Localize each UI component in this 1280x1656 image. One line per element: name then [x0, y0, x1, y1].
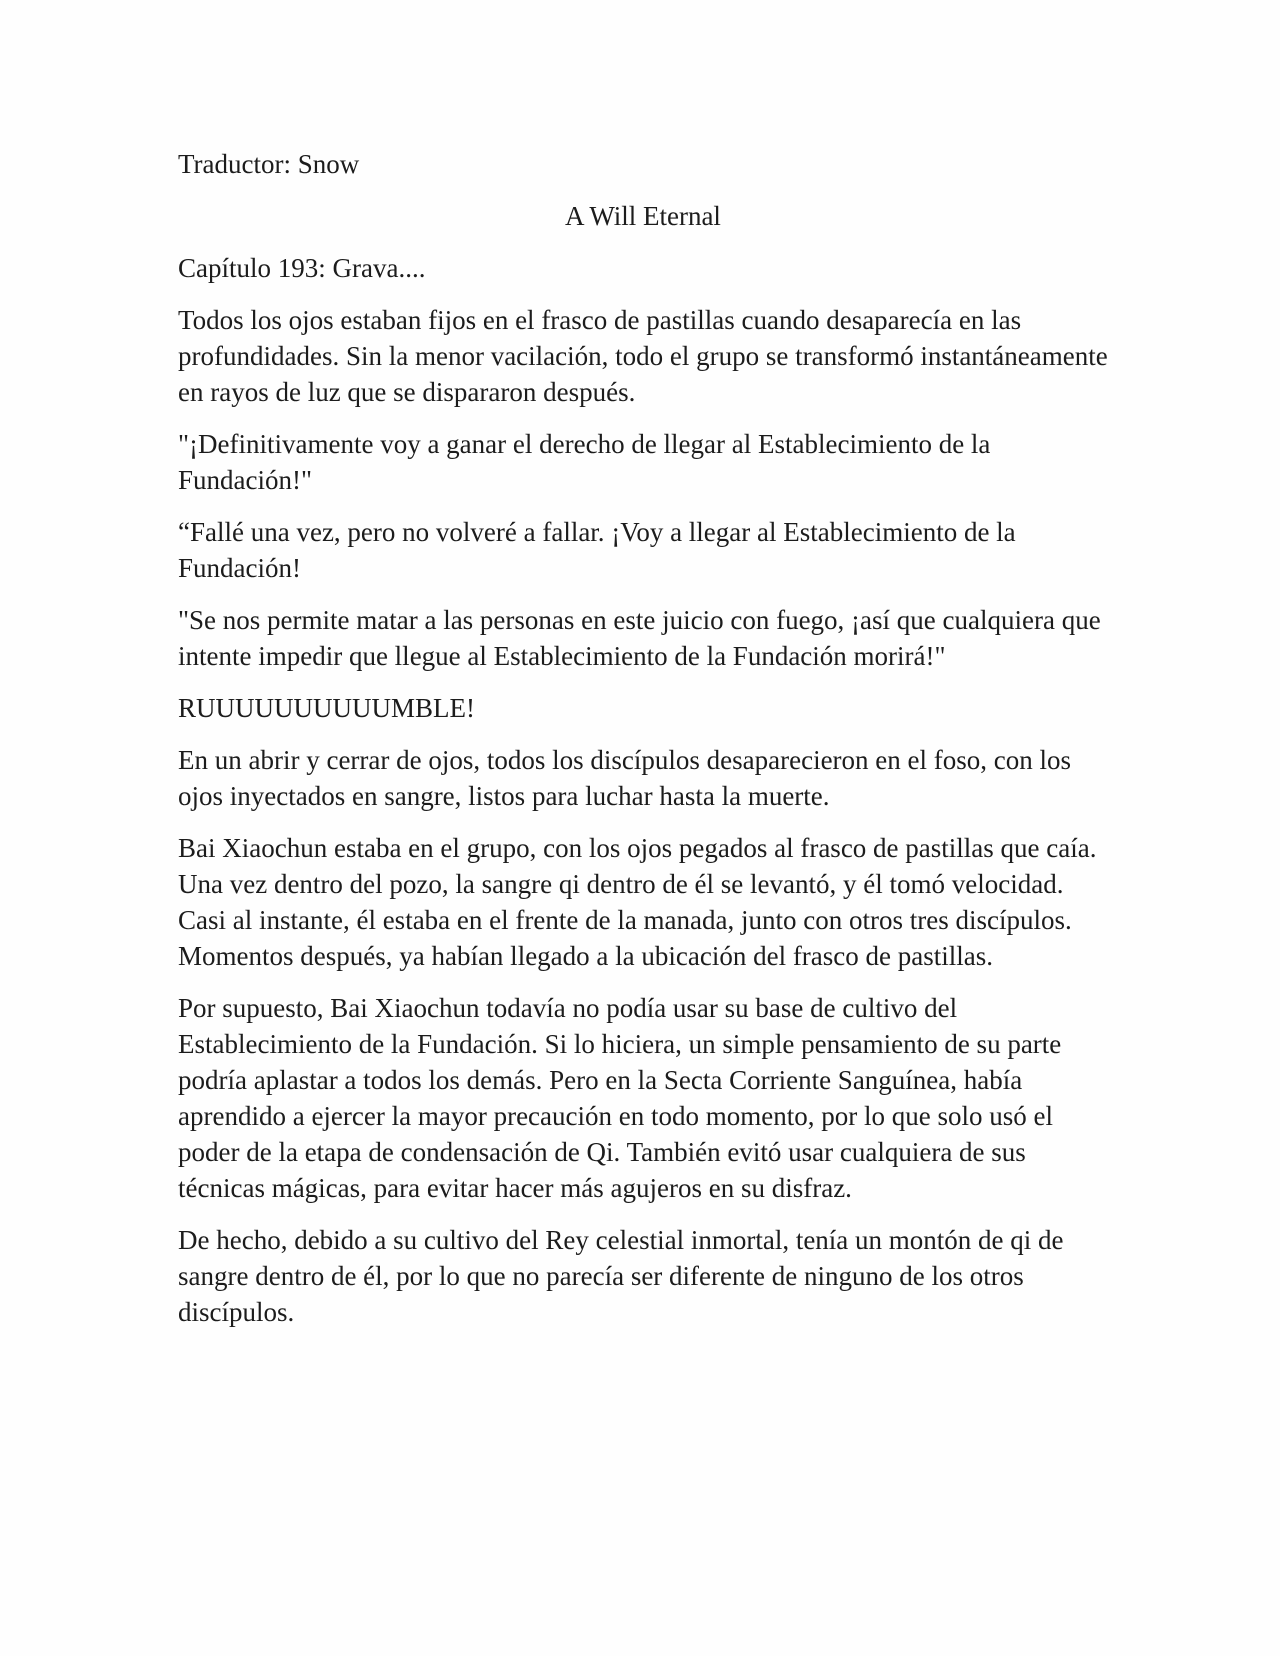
document-body [178, 146, 1108, 1346]
paragraph: En un abrir y cerrar de ojos, todos los discípulos desaparecieron en el foso, con los ojos inyectados en sangre, listos para luchar hasta la muerte. [178, 745, 1072, 811]
paragraph: “Fallé una vez, pero no volveré a fallar. ¡Voy a llegar al Establecimiento de la Fundación! [178, 517, 1016, 583]
paragraph: "Se nos permite matar a las personas en este juicio con fuego, ¡así que cualquiera que intente impedir que llegue al Establecimiento de la Fundación morirá!" [178, 605, 1101, 671]
paragraph: "¡Definitivamente voy a ganar el derecho de llegar al Establecimiento de la Fundación!" [178, 429, 991, 495]
paragraph: RUUUUUUUUUUMBLE! [178, 693, 475, 723]
paragraph: Todos los ojos estaban fijos en el frasco de pastillas cuando desaparecía en las profundidades. Sin la menor vacilación, todo el grupo se transformó instantáneamente en rayos de luz que se dispararon después. [178, 305, 1108, 407]
paragraph: De hecho, debido a su cultivo del Rey celestial inmortal, tenía un montón de qi de sangre dentro de él, por lo que no parecía ser diferente de ninguno de los otros discípulos. [178, 1225, 1064, 1327]
document-title: A Will Eternal [565, 201, 721, 231]
translator-credit: Traductor: Snow [178, 149, 360, 179]
chapter-heading: Capítulo 193: Grava.... [178, 253, 426, 283]
paragraph: Por supuesto, Bai Xiaochun todavía no podía usar su base de cultivo del Establecimiento de la Fundación. Si lo hiciera, un simple pensamiento de su parte podría aplastar a todos los demás. Pero en la Secta Corriente Sanguínea, había aprendido a ejercer la mayor precaución en todo momento, por lo que solo usó el poder de la etapa de condensación de Qi. También evitó usar cualquiera de sus técnicas mágicas, para evitar hacer más agujeros en su disfraz. [178, 993, 1062, 1203]
paragraph: Bai Xiaochun estaba en el grupo, con los ojos pegados al frasco de pastillas que caía. Una vez dentro del pozo, la sangre qi dentro de él se levantó, y él tomó velocidad. Casi al instante, él estaba en el frente de la manada, junto con otros tres discípulos. Momentos después, ya habían llegado a la ubicación del frasco de pastillas. [178, 833, 1097, 971]
